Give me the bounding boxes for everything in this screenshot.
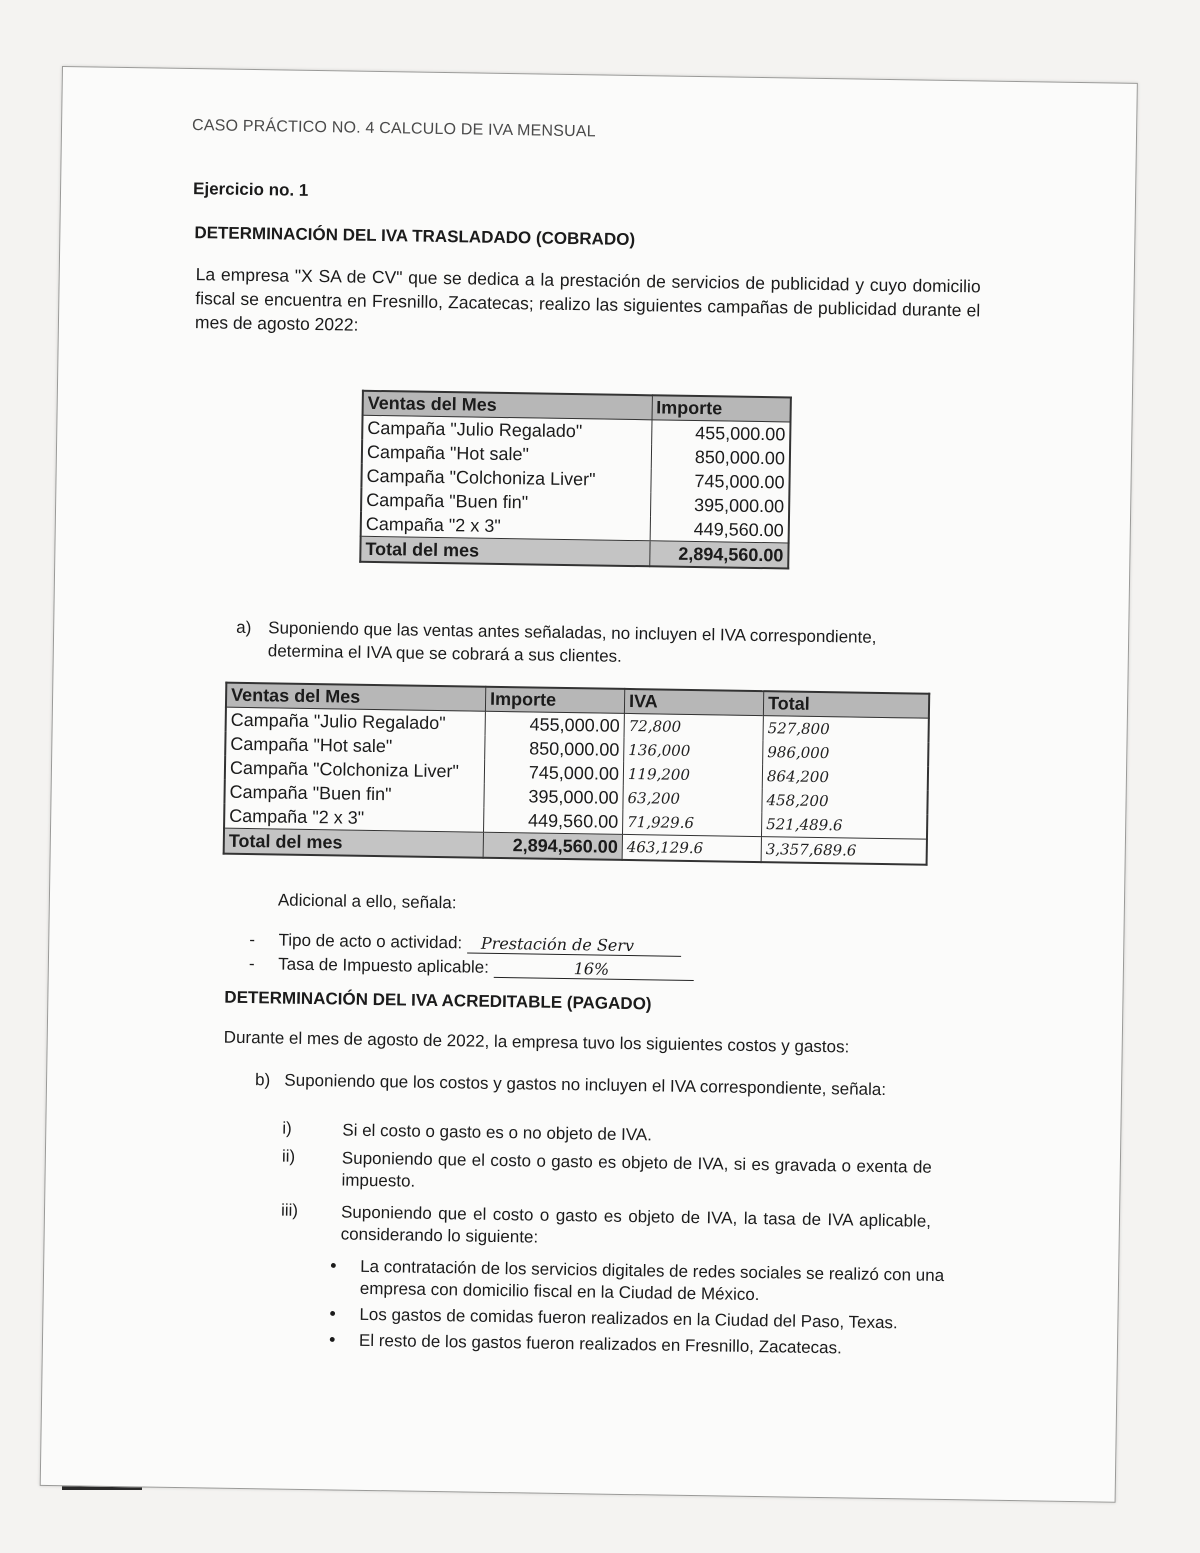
iva-handwritten: 72,800 [624,713,763,740]
total-amount: 2,894,560.00 [483,832,622,860]
total-handwritten: 864,200 [766,767,830,787]
bullet-dot: • [329,1303,336,1324]
question-text: Suponiendo que los costos y gastos no incluyen el IVA correspondiente, señala: [284,1070,887,1100]
total-handwritten: 527,800 [767,719,830,739]
campaign-name: Campaña "Hot sale" [362,440,651,469]
campaign-name: Campaña "Julio Regalado" [226,707,486,736]
roman-text: Suponiendo que el costo o gasto es objeto de IVA, la tasa de IVA aplicable, considerando lo siguiente: [340,1202,932,1247]
bullet-item [328,1329,953,1361]
amount: 449,560.00 [693,518,784,541]
column-header: IVA [624,689,763,716]
field-tax-rate [249,954,694,981]
sales-iva-table [223,682,931,866]
roman-text: Si el costo o gasto es o no objeto de IVA. [342,1120,653,1145]
sales-table [359,390,792,570]
bullet-text: El resto de los gastos fueron realizados en Fresnillo, Zacatecas. [358,1330,842,1358]
question-label: b) [254,1070,271,1090]
total-handwritten: 458,200 [766,791,829,811]
campaign-name: Campaña "Buen fin" [224,780,484,808]
campaign-name: Campaña "2 x 3" [224,804,484,833]
total-handwritten: 521,489.6 [766,815,843,835]
roman-number: i) [282,1118,292,1138]
additional-label: Adicional a ello, señala: [277,890,457,913]
amount: 850,000.00 [694,446,786,469]
column-header: Importe [485,687,624,714]
campaign-name: Campaña "2 x 3" [361,512,650,541]
iva-handwritten: 136,000 [624,738,763,764]
total-iva-handwritten: 463,129.6 [622,834,761,862]
activity-type-answer[interactable]: Prestación de Serv [467,933,681,956]
grand-total-handwritten: 3,357,689.6 [761,837,927,865]
column-header: Importe [652,395,791,422]
question-label: a) [236,617,252,638]
iva-handwritten: 71,929.6 [622,810,761,837]
amount: 455,000.00 [485,711,624,738]
tax-rate-answer[interactable]: 16% [494,958,694,981]
total-label: Total del mes [224,828,484,858]
section-title-iva-trasladado: DETERMINACIÓN DEL IVA TRASLADADO (COBRADO) [194,223,636,250]
amount: 449,560.00 [484,808,623,835]
total-amount: 2,894,560.00 [649,541,788,569]
column-header: Ventas del Mes [363,391,652,420]
field-label: Tipo de acto o actividad: [278,930,463,953]
document-header: CASO PRÁCTICO NO. 4 CALCULO DE IVA MENSUAL [191,117,596,141]
iva-handwritten: 119,200 [623,762,762,788]
roman-text: Suponiendo que el costo o gasto es objeto de IVA, si es gravada o exenta de impuesto. [341,1148,932,1191]
bullet-dash: - [249,930,256,950]
amount: 745,000.00 [694,470,785,493]
column-header: Ventas del Mes [226,683,486,712]
bullet-item [330,1255,955,1309]
bullet-dot: • [328,1329,336,1350]
campaign-name: Campaña "Colchoniza Liver" [361,464,650,493]
bullet-text: Los gastos de comidas fueron realizados en la Ciudad del Paso, Texas. [359,1304,898,1333]
campaign-name: Campaña "Julio Regalado" [362,415,651,444]
amount: 455,000.00 [695,422,786,445]
section2-intro: Durante el mes de agosto de 2022, la empresa tuvo los siguientes costos y gastos: [223,1027,850,1057]
roman-item [281,1147,932,1201]
campaign-name: Campaña "Buen fin" [361,488,650,517]
section-title-iva-acreditable: DETERMINACIÓN DEL IVA ACREDITABLE (PAGADO) [224,987,652,1014]
total-handwritten: 986,000 [767,743,830,763]
bullet-dot: • [330,1255,337,1276]
roman-number: iii) [280,1200,299,1220]
document-page [40,66,1138,1503]
intro-paragraph: La empresa "X SA de CV" que se dedica a la prestación de servicios de publicidad y cuyo domicilio fiscal se encuentra en Fresnillo, Zacatecas; realizo las siguientes campañas de publicidad durante el mes de agosto 2022: [194,264,981,335]
amount: 395,000.00 [484,784,623,810]
field-activity-type [249,930,681,957]
question-text: Suponiendo que las ventas antes señaladas, no incluyen el IVA correspondiente, determina el IVA que se cobrará a sus clientes. [267,618,877,666]
roman-number: ii) [281,1146,296,1166]
roman-item [281,1201,932,1255]
campaign-name: Campaña "Colchoniza Liver" [225,756,485,784]
column-header: Total [763,691,929,718]
roman-item [282,1119,932,1151]
amount: 395,000.00 [693,494,785,517]
exercise-title: Ejercicio no. 1 [192,179,309,200]
total-label: Total del mes [360,536,649,566]
question-b [255,1070,955,1101]
campaign-name: Campaña "Hot sale" [225,732,485,760]
bullet-text: La contratación de los servicios digitales de redes sociales se realizó con una empresa con domicilio fiscal en la Ciudad de México. [359,1256,945,1305]
amount: 745,000.00 [484,760,623,786]
amount: 850,000.00 [485,736,624,762]
iva-handwritten: 63,200 [623,786,762,812]
question-a [236,616,937,673]
field-label: Tasa de Impuesto aplicable: [278,954,490,977]
bullet-dash: - [248,954,255,974]
